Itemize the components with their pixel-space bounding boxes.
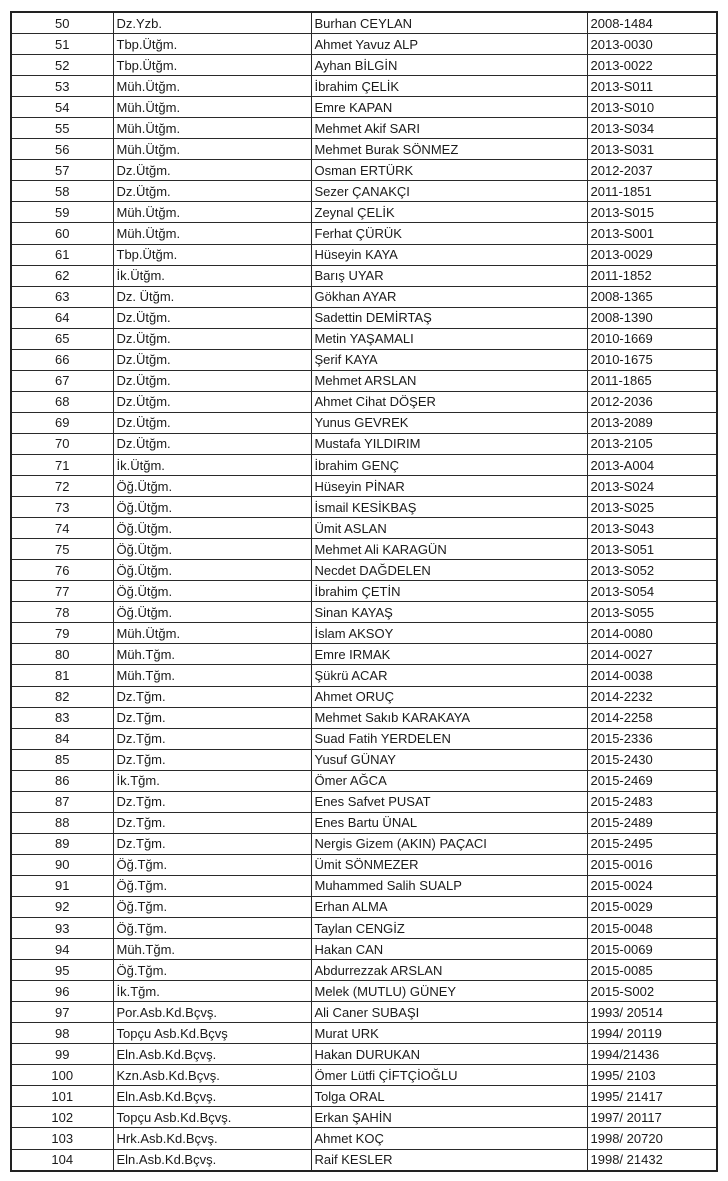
row-number-cell: 76 [12, 560, 113, 581]
rank-cell: Dz.Ütğm. [113, 349, 311, 370]
table-row [12, 160, 716, 181]
row-number-cell: 84 [12, 728, 113, 749]
rank-cell: Öğ.Tğm. [113, 960, 311, 981]
row-number-cell: 64 [12, 307, 113, 328]
row-number-cell: 75 [12, 539, 113, 560]
full-name-cell: Barış UYAR [311, 265, 587, 286]
full-name-cell: Ahmet Yavuz ALP [311, 34, 587, 55]
rank-cell: Öğ.Ütğm. [113, 560, 311, 581]
table-row [12, 181, 716, 202]
row-number-cell: 74 [12, 518, 113, 539]
full-name-cell: Murat URK [311, 1023, 587, 1044]
personnel-table-body [12, 13, 716, 1170]
full-name-cell: Raif KESLER [311, 1149, 587, 1170]
rank-cell: Tbp.Ütğm. [113, 34, 311, 55]
table-row [12, 223, 716, 244]
registry-number-cell: 2013-S054 [587, 581, 716, 602]
registry-number-cell: 2015-0029 [587, 896, 716, 917]
rank-cell: Dz.Ütğm. [113, 391, 311, 412]
rank-cell: Dz.Tğm. [113, 812, 311, 833]
rank-cell: İk.Tğm. [113, 770, 311, 791]
row-number-cell: 58 [12, 181, 113, 202]
table-row [12, 286, 716, 307]
registry-number-cell: 2015-0048 [587, 918, 716, 939]
row-number-cell: 67 [12, 370, 113, 391]
full-name-cell: Ferhat ÇÜRÜK [311, 223, 587, 244]
row-number-cell: 80 [12, 644, 113, 665]
rank-cell: Öğ.Ütğm. [113, 602, 311, 623]
table-row [12, 749, 716, 770]
registry-number-cell: 1993/ 20514 [587, 1002, 716, 1023]
row-number-cell: 72 [12, 476, 113, 497]
table-row [12, 833, 716, 854]
table-row [12, 791, 716, 812]
registry-number-cell: 1998/ 21432 [587, 1149, 716, 1170]
rank-cell: İk.Ütğm. [113, 265, 311, 286]
table-row [12, 665, 716, 686]
full-name-cell: Muhammed Salih SUALP [311, 875, 587, 896]
full-name-cell: İsmail KESİKBAŞ [311, 497, 587, 518]
registry-number-cell: 2015-2336 [587, 728, 716, 749]
table-row [12, 518, 716, 539]
full-name-cell: Sadettin DEMİRTAŞ [311, 307, 587, 328]
table-row [12, 686, 716, 707]
row-number-cell: 87 [12, 791, 113, 812]
rank-cell: Öğ.Ütğm. [113, 497, 311, 518]
registry-number-cell: 2008-1365 [587, 286, 716, 307]
row-number-cell: 102 [12, 1107, 113, 1128]
table-row [12, 1065, 716, 1086]
row-number-cell: 62 [12, 265, 113, 286]
row-number-cell: 79 [12, 623, 113, 644]
row-number-cell: 81 [12, 665, 113, 686]
personnel-table [12, 13, 716, 1170]
table-row [12, 13, 716, 34]
table-row [12, 370, 716, 391]
full-name-cell: Yunus GEVREK [311, 412, 587, 433]
full-name-cell: Enes Safvet PUSAT [311, 791, 587, 812]
table-row [12, 770, 716, 791]
row-number-cell: 101 [12, 1086, 113, 1107]
rank-cell: Por.Asb.Kd.Bçvş. [113, 1002, 311, 1023]
row-number-cell: 68 [12, 391, 113, 412]
full-name-cell: Emre IRMAK [311, 644, 587, 665]
row-number-cell: 83 [12, 707, 113, 728]
rank-cell: Öğ.Ütğm. [113, 476, 311, 497]
registry-number-cell: 2013-0029 [587, 244, 716, 265]
full-name-cell: Şükrü ACAR [311, 665, 587, 686]
rank-cell: Müh.Ütğm. [113, 76, 311, 97]
full-name-cell: Necdet DAĞDELEN [311, 560, 587, 581]
full-name-cell: Melek (MUTLU) GÜNEY [311, 981, 587, 1002]
rank-cell: Eln.Asb.Kd.Bçvş. [113, 1086, 311, 1107]
full-name-cell: Ahmet Cihat DÖŞER [311, 391, 587, 412]
table-row [12, 1149, 716, 1170]
row-number-cell: 55 [12, 118, 113, 139]
table-row [12, 412, 716, 433]
rank-cell: Müh.Tğm. [113, 644, 311, 665]
row-number-cell: 56 [12, 139, 113, 160]
full-name-cell: İbrahim ÇETİN [311, 581, 587, 602]
row-number-cell: 69 [12, 412, 113, 433]
table-row [12, 1086, 716, 1107]
table-row [12, 644, 716, 665]
rank-cell: Tbp.Ütğm. [113, 55, 311, 76]
row-number-cell: 85 [12, 749, 113, 770]
registry-number-cell: 2015-0016 [587, 854, 716, 875]
rank-cell: Öğ.Ütğm. [113, 581, 311, 602]
table-row [12, 1044, 716, 1065]
row-number-cell: 90 [12, 854, 113, 875]
table-row [12, 349, 716, 370]
registry-number-cell: 2015-2495 [587, 833, 716, 854]
registry-number-cell: 2010-1675 [587, 349, 716, 370]
table-row [12, 265, 716, 286]
registry-number-cell: 2008-1484 [587, 13, 716, 34]
rank-cell: Eln.Asb.Kd.Bçvş. [113, 1044, 311, 1065]
full-name-cell: Suad Fatih YERDELEN [311, 728, 587, 749]
table-row [12, 244, 716, 265]
rank-cell: Öğ.Ütğm. [113, 518, 311, 539]
rank-cell: Dz.Ütğm. [113, 328, 311, 349]
row-number-cell: 66 [12, 349, 113, 370]
full-name-cell: Zeynal ÇELİK [311, 202, 587, 223]
registry-number-cell: 2014-0038 [587, 665, 716, 686]
full-name-cell: Ömer AĞCA [311, 770, 587, 791]
row-number-cell: 70 [12, 433, 113, 454]
rank-cell: Dz.Ütğm. [113, 307, 311, 328]
row-number-cell: 50 [12, 13, 113, 34]
registry-number-cell: 1994/ 20119 [587, 1023, 716, 1044]
row-number-cell: 53 [12, 76, 113, 97]
table-row [12, 539, 716, 560]
table-row [12, 602, 716, 623]
rank-cell: Öğ.Ütğm. [113, 539, 311, 560]
full-name-cell: Enes Bartu ÜNAL [311, 812, 587, 833]
table-row [12, 1128, 716, 1149]
rank-cell: Dz.Ütğm. [113, 160, 311, 181]
registry-number-cell: 2011-1865 [587, 370, 716, 391]
table-row [12, 728, 716, 749]
registry-number-cell: 2015-S002 [587, 981, 716, 1002]
rank-cell: Müh.Ütğm. [113, 223, 311, 244]
row-number-cell: 71 [12, 454, 113, 475]
table-row [12, 307, 716, 328]
table-row [12, 560, 716, 581]
rank-cell: Öğ.Tğm. [113, 896, 311, 917]
table-row [12, 391, 716, 412]
rank-cell: İk.Ütğm. [113, 454, 311, 475]
registry-number-cell: 2013-S043 [587, 518, 716, 539]
row-number-cell: 59 [12, 202, 113, 223]
row-number-cell: 82 [12, 686, 113, 707]
registry-number-cell: 2012-2036 [587, 391, 716, 412]
rank-cell: İk.Tğm. [113, 981, 311, 1002]
registry-number-cell: 2013-0030 [587, 34, 716, 55]
rank-cell: Kzn.Asb.Kd.Bçvş. [113, 1065, 311, 1086]
full-name-cell: Taylan CENGİZ [311, 918, 587, 939]
registry-number-cell: 2013-S051 [587, 539, 716, 560]
registry-number-cell: 2013-S034 [587, 118, 716, 139]
registry-number-cell: 2013-2105 [587, 433, 716, 454]
registry-number-cell: 1995/ 2103 [587, 1065, 716, 1086]
full-name-cell: İbrahim GENÇ [311, 454, 587, 475]
rank-cell: Öğ.Tğm. [113, 918, 311, 939]
row-number-cell: 99 [12, 1044, 113, 1065]
full-name-cell: Emre KAPAN [311, 97, 587, 118]
rank-cell: Müh.Ütğm. [113, 118, 311, 139]
row-number-cell: 52 [12, 55, 113, 76]
rank-cell: Dz.Ütğm. [113, 433, 311, 454]
registry-number-cell: 2013-S031 [587, 139, 716, 160]
registry-number-cell: 1995/ 21417 [587, 1086, 716, 1107]
full-name-cell: Gökhan AYAR [311, 286, 587, 307]
registry-number-cell: 2014-2258 [587, 707, 716, 728]
full-name-cell: Nergis Gizem (AKIN) PAÇACI [311, 833, 587, 854]
rank-cell: Müh.Ütğm. [113, 623, 311, 644]
full-name-cell: Sinan KAYAŞ [311, 602, 587, 623]
rank-cell: Müh.Ütğm. [113, 97, 311, 118]
full-name-cell: Şerif KAYA [311, 349, 587, 370]
registry-number-cell: 2013-2089 [587, 412, 716, 433]
rank-cell: Müh.Ütğm. [113, 139, 311, 160]
rank-cell: Topçu Asb.Kd.Bçvş [113, 1023, 311, 1044]
full-name-cell: Mustafa YILDIRIM [311, 433, 587, 454]
table-row [12, 34, 716, 55]
row-number-cell: 86 [12, 770, 113, 791]
row-number-cell: 63 [12, 286, 113, 307]
rank-cell: Dz.Ütğm. [113, 181, 311, 202]
table-row [12, 1107, 716, 1128]
rank-cell: Müh.Ütğm. [113, 202, 311, 223]
row-number-cell: 92 [12, 896, 113, 917]
full-name-cell: Burhan CEYLAN [311, 13, 587, 34]
registry-number-cell: 2015-2483 [587, 791, 716, 812]
full-name-cell: Ahmet ORUÇ [311, 686, 587, 707]
row-number-cell: 97 [12, 1002, 113, 1023]
row-number-cell: 77 [12, 581, 113, 602]
table-row [12, 118, 716, 139]
rank-cell: Tbp.Ütğm. [113, 244, 311, 265]
full-name-cell: Mehmet ARSLAN [311, 370, 587, 391]
row-number-cell: 57 [12, 160, 113, 181]
registry-number-cell: 2013-S010 [587, 97, 716, 118]
registry-number-cell: 2013-S052 [587, 560, 716, 581]
registry-number-cell: 2013-S025 [587, 497, 716, 518]
rank-cell: Dz.Tğm. [113, 749, 311, 770]
rank-cell: Dz.Tğm. [113, 833, 311, 854]
rank-cell: Öğ.Tğm. [113, 875, 311, 896]
registry-number-cell: 2008-1390 [587, 307, 716, 328]
table-row [12, 476, 716, 497]
registry-number-cell: 2014-2232 [587, 686, 716, 707]
row-number-cell: 51 [12, 34, 113, 55]
full-name-cell: Ümit SÖNMEZER [311, 854, 587, 875]
row-number-cell: 60 [12, 223, 113, 244]
full-name-cell: Abdurrezzak ARSLAN [311, 960, 587, 981]
row-number-cell: 96 [12, 981, 113, 1002]
personnel-list-document [10, 11, 718, 1172]
registry-number-cell: 1997/ 20117 [587, 1107, 716, 1128]
full-name-cell: Erhan ALMA [311, 896, 587, 917]
table-row [12, 76, 716, 97]
registry-number-cell: 2014-0080 [587, 623, 716, 644]
registry-number-cell: 2015-0024 [587, 875, 716, 896]
registry-number-cell: 1998/ 20720 [587, 1128, 716, 1149]
table-row [12, 875, 716, 896]
table-row [12, 1023, 716, 1044]
full-name-cell: Ömer Lütfi ÇİFTÇİOĞLU [311, 1065, 587, 1086]
rank-cell: Topçu Asb.Kd.Bçvş. [113, 1107, 311, 1128]
rank-cell: Dz.Tğm. [113, 686, 311, 707]
table-row [12, 328, 716, 349]
registry-number-cell: 2010-1669 [587, 328, 716, 349]
table-row [12, 623, 716, 644]
registry-number-cell: 2014-0027 [587, 644, 716, 665]
row-number-cell: 65 [12, 328, 113, 349]
full-name-cell: Hüseyin KAYA [311, 244, 587, 265]
table-row [12, 139, 716, 160]
rank-cell: Dz.Tğm. [113, 791, 311, 812]
registry-number-cell: 2012-2037 [587, 160, 716, 181]
rank-cell: Dz.Tğm. [113, 707, 311, 728]
full-name-cell: Osman ERTÜRK [311, 160, 587, 181]
registry-number-cell: 2015-2489 [587, 812, 716, 833]
registry-number-cell: 1994/21436 [587, 1044, 716, 1065]
row-number-cell: 100 [12, 1065, 113, 1086]
table-row [12, 97, 716, 118]
table-row [12, 454, 716, 475]
full-name-cell: Metin YAŞAMALI [311, 328, 587, 349]
table-row [12, 202, 716, 223]
registry-number-cell: 2015-2469 [587, 770, 716, 791]
full-name-cell: Mehmet Ali KARAGÜN [311, 539, 587, 560]
registry-number-cell: 2011-1852 [587, 265, 716, 286]
table-row [12, 981, 716, 1002]
rank-cell: Dz. Ütğm. [113, 286, 311, 307]
registry-number-cell: 2013-S055 [587, 602, 716, 623]
rank-cell: Dz.Tğm. [113, 728, 311, 749]
full-name-cell: İbrahim ÇELİK [311, 76, 587, 97]
table-row [12, 55, 716, 76]
table-row [12, 812, 716, 833]
rank-cell: Müh.Tğm. [113, 939, 311, 960]
row-number-cell: 73 [12, 497, 113, 518]
row-number-cell: 103 [12, 1128, 113, 1149]
row-number-cell: 98 [12, 1023, 113, 1044]
full-name-cell: Sezer ÇANAKÇI [311, 181, 587, 202]
row-number-cell: 95 [12, 960, 113, 981]
full-name-cell: Ali Caner SUBAŞI [311, 1002, 587, 1023]
full-name-cell: Mehmet Burak SÖNMEZ [311, 139, 587, 160]
row-number-cell: 89 [12, 833, 113, 854]
table-row [12, 896, 716, 917]
full-name-cell: Mehmet Sakıb KARAKAYA [311, 707, 587, 728]
full-name-cell: Mehmet Akif SARI [311, 118, 587, 139]
registry-number-cell: 2015-0085 [587, 960, 716, 981]
registry-number-cell: 2015-0069 [587, 939, 716, 960]
row-number-cell: 61 [12, 244, 113, 265]
full-name-cell: Erkan ŞAHİN [311, 1107, 587, 1128]
registry-number-cell: 2013-S001 [587, 223, 716, 244]
table-row [12, 707, 716, 728]
table-row [12, 939, 716, 960]
registry-number-cell: 2013-S015 [587, 202, 716, 223]
full-name-cell: Hakan DURUKAN [311, 1044, 587, 1065]
row-number-cell: 94 [12, 939, 113, 960]
row-number-cell: 91 [12, 875, 113, 896]
table-row [12, 581, 716, 602]
rank-cell: Dz.Yzb. [113, 13, 311, 34]
full-name-cell: Ahmet KOÇ [311, 1128, 587, 1149]
rank-cell: Eln.Asb.Kd.Bçvş. [113, 1149, 311, 1170]
rank-cell: Dz.Ütğm. [113, 370, 311, 391]
rank-cell: Hrk.Asb.Kd.Bçvş. [113, 1128, 311, 1149]
full-name-cell: Ayhan BİLGİN [311, 55, 587, 76]
full-name-cell: Yusuf GÜNAY [311, 749, 587, 770]
table-row [12, 960, 716, 981]
table-row [12, 918, 716, 939]
table-row [12, 497, 716, 518]
full-name-cell: İslam AKSOY [311, 623, 587, 644]
registry-number-cell: 2015-2430 [587, 749, 716, 770]
row-number-cell: 78 [12, 602, 113, 623]
rank-cell: Öğ.Tğm. [113, 854, 311, 875]
full-name-cell: Hakan CAN [311, 939, 587, 960]
row-number-cell: 93 [12, 918, 113, 939]
registry-number-cell: 2013-S011 [587, 76, 716, 97]
rank-cell: Dz.Ütğm. [113, 412, 311, 433]
registry-number-cell: 2011-1851 [587, 181, 716, 202]
table-row [12, 433, 716, 454]
table-row [12, 1002, 716, 1023]
row-number-cell: 104 [12, 1149, 113, 1170]
rank-cell: Müh.Tğm. [113, 665, 311, 686]
row-number-cell: 54 [12, 97, 113, 118]
registry-number-cell: 2013-0022 [587, 55, 716, 76]
row-number-cell: 88 [12, 812, 113, 833]
registry-number-cell: 2013-A004 [587, 454, 716, 475]
registry-number-cell: 2013-S024 [587, 476, 716, 497]
table-row [12, 854, 716, 875]
full-name-cell: Ümit ASLAN [311, 518, 587, 539]
full-name-cell: Hüseyin PİNAR [311, 476, 587, 497]
full-name-cell: Tolga ORAL [311, 1086, 587, 1107]
